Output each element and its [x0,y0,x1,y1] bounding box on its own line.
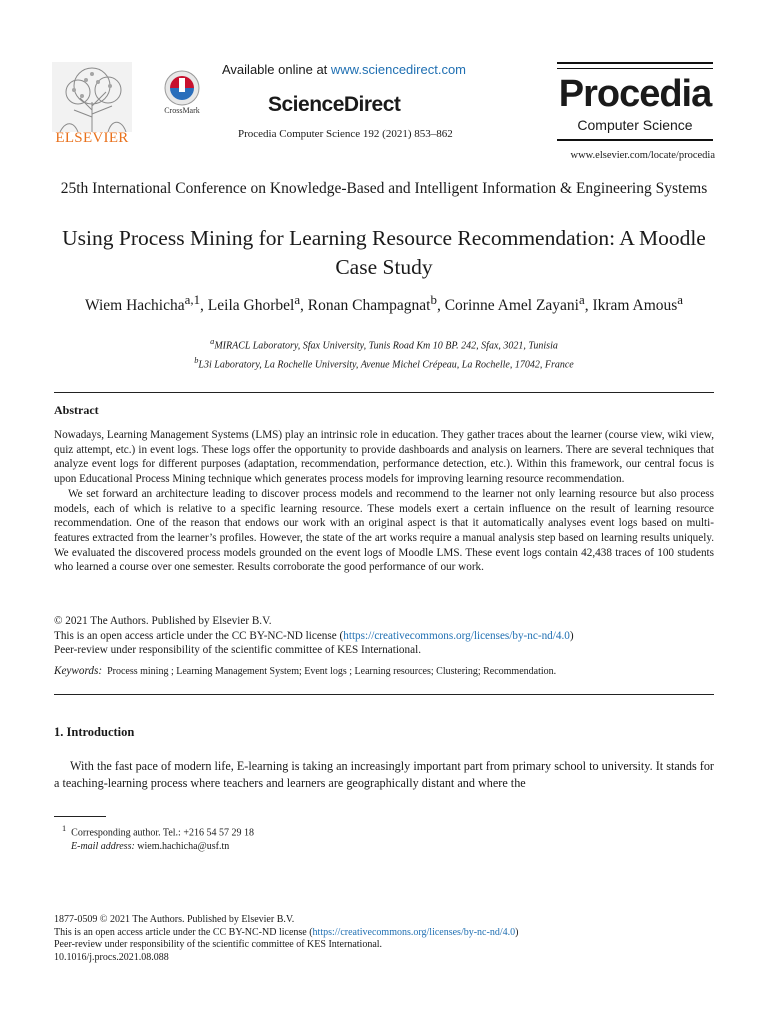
introduction-heading: 1. Introduction [54,725,135,739]
platform-name: ScienceDirect [268,93,401,116]
author: Ronan Champagnat$^b$ [307,292,437,315]
doi[interactable]: 10.1016/j.procs.2021.08.088 [54,951,169,963]
open-access-line: This is an open access article under the CC BY-NC-ND license (https://creativecommons.org/licenses/by-nc-nd/4.0) [54,926,519,938]
email-link[interactable]: wiem.hachicha@usf.tn [137,841,230,853]
conference-name: 25th International Conference on Knowledge-Based and Intelligent Information & Engineering Systems [60,180,708,197]
author: Ikram Amous$^a$ [592,292,684,315]
journal-subtitle: Computer Science [577,117,693,133]
footnote-rule [54,816,106,817]
issn-line: 1877-0509 © 2021 The Authors. Published by Elsevier B.V. [54,914,295,925]
peer-review-line: Peer-review under responsibility of the scientific committee of KES International. [54,939,383,951]
keywords-label: Keywords: [54,665,103,677]
procedia-rule [557,62,713,64]
footnote [62,822,702,854]
procedia-rule [557,139,713,141]
author: Leila Ghorbel$^a$ [207,292,301,315]
affiliation: $^b$L3i Laboratory, La Rochelle University, Avenue Michel Crépeau, La Rochelle, 17042, France [194,356,574,371]
journal-url[interactable]: www.elsevier.com/locate/procedia [570,150,715,161]
license-link[interactable]: https://creativecommons.org/licenses/by-nc-nd/4.0 [312,926,516,938]
journal-reference: Procedia Computer Science 192 (2021) 853–862 [238,128,453,140]
keywords-text: Process mining ; Learning Management System; Event logs ; Learning resources; Clustering; Recommendation. [107,666,557,677]
open-access-line: This is an open access article under the CC BY-NC-ND license (https://creativecommons.org/licenses/by-nc-nd/4.0) [54,629,574,642]
license-link[interactable]: https://creativecommons.org/licenses/by-nc-nd/4.0 [343,629,570,642]
journal-brand: Procedia [558,73,712,115]
abstract-heading: Abstract [54,403,99,417]
author-list: Wiem Hachicha$^{a,1}$, Leila Ghorbel$^a$, Ronan Champagnat$^b$, Corinne Amel Zayani$^a$, Ikram Amous$^a$ [84,292,684,315]
abstract-body [54,428,714,575]
issn-block [54,914,714,964]
available-prefix: Available online at [222,62,331,77]
available-online-line [222,62,466,77]
affiliation: $^a$MIRACL Laboratory, Sfax University, Tunis Road Km 10 BP. 242, Sfax, 3021, Tunisia [210,337,558,352]
copyright-line: © 2021 The Authors. Published by Elsevier B.V. [54,615,272,627]
publisher-name: ELSEVIER [55,130,129,146]
abstract-paragraph: We set forward an architecture leading to discover process models and recommend to the learner not only learning resource but also process models, each of which is relative to a specific learning resource. These models exert a certain influence on the result of learning resource recommendation. One of the reason that endows our work with an original aspect is that it automatically analyses event logs based on multi-features extracted from the learner’s profiles. However, the state of the art works require a manual analysis step based on learning results uniquely. We evaluated the discovered process models grounded on the event logs of Moodle LMS. These event logs contain 42,438 traces of 100 students who learned a course over one semester. Results corroborate the good performance of our work. [54,487,714,574]
procedia-rule [557,68,713,69]
crossmark-label: CrossMark [164,106,200,115]
sciencedirect-link[interactable]: www.sciencedirect.com [330,62,467,77]
footnote-contact: $^1$ Corresponding author. Tel.: +216 54 57 29 18 [62,824,254,839]
license-block [54,614,714,658]
footnote-email: E-mail address: wiem.hachicha@usf.tn [71,841,230,853]
abstract-paragraph: Nowadays, Learning Management Systems (LMS) play an intrinsic role in education. They gather traces about the learner (course view, wiki view, quiz attempt, etc.) in event logs. These logs offer the opportunity to provide dashboards and analysis on learners. There are several techniques that analyze event logs for different purposes (adaptation, recommendation, performance detection, etc.). Within this framework, our central focus is upon Educational Process Mining technique which generates process models for improving learning resource recommendation. [54,429,714,486]
author: Corinne Amel Zayani$^a$ [444,292,585,315]
section-rule [54,694,714,695]
author: Wiem Hachicha$^{a,1}$ [84,292,201,315]
introduction-text: With the fast pace of modern life, E-learning is taking an increasingly important part from primary school to university. It stands for a teaching-learning process where teachers and learners are geographically distant and where the [54,759,714,790]
paper-title: Using Process Mining for Learning Resource Recommendation: A Moodle Case Study [62,226,706,279]
section-rule [54,392,714,393]
affiliations [40,334,728,373]
keywords [54,665,714,677]
peer-review-line: Peer-review under responsibility of the scientific committee of KES International. [54,644,421,657]
